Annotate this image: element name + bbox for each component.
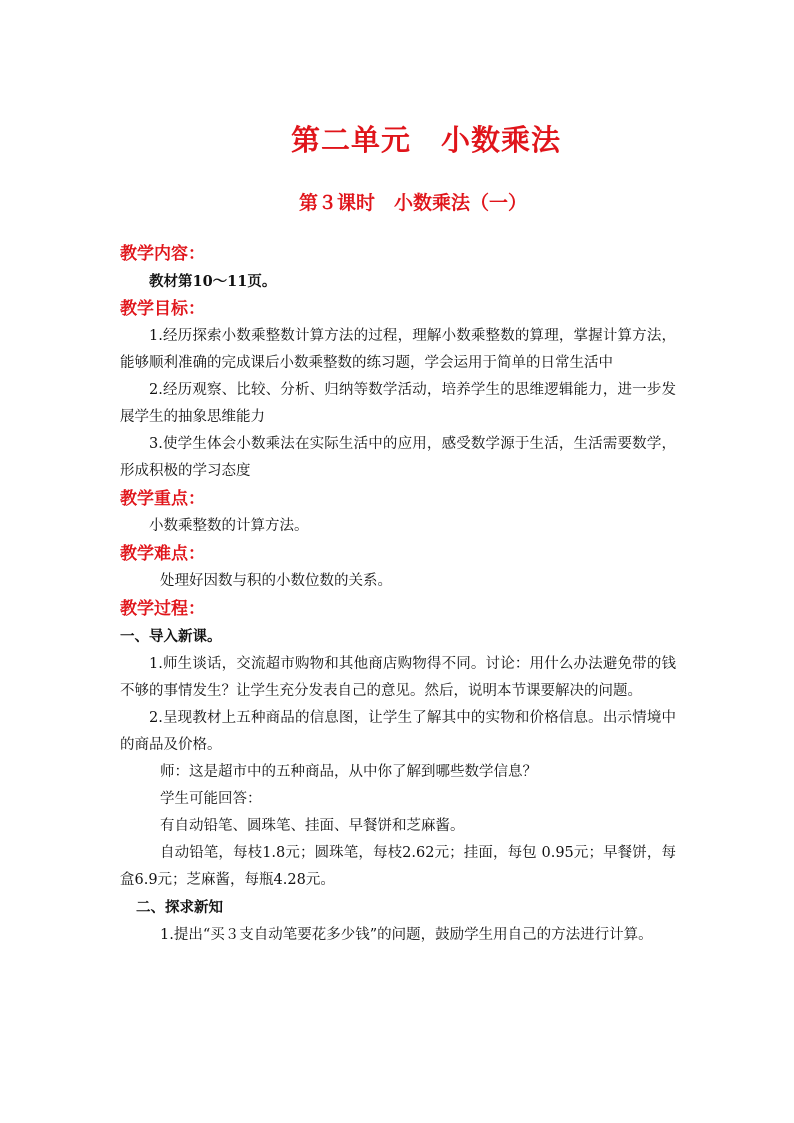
difficulty-text: 处理好因数与积的小数位数的关系。 (160, 573, 392, 589)
content-text: 教材第10～11页。 (149, 273, 277, 290)
document-body (120, 240, 676, 949)
difficulty-heading: 教学难点： (120, 544, 205, 564)
content-heading: 教学内容： (120, 244, 205, 264)
lesson-subtitle: 第３课时 小数乘法（一） (298, 192, 527, 214)
part2-heading: 二、探求新知 (136, 899, 223, 916)
part1-paragraph-6: 自动铅笔，每枝1.8元；圆珠笔，每枝2.62元；挂面，每包 0.95元；早餐饼，每盒6.9元；芝麻酱，每瓶4.28元。 (120, 845, 676, 888)
key-point-text: 小数乘整数的计算方法。 (149, 518, 309, 534)
goal-item-3: 3.使学生体会小数乘法在实际生活中的应用，感受数学源于生活，生活需要数学，形成积极的学习态度 (120, 436, 676, 479)
part1-paragraph-5: 有自动铅笔、圆珠笔、挂面、早餐饼和芝麻酱。 (160, 818, 465, 834)
goal-item-2: 2.经历观察、比较、分析、归纳等数学活动，培养学生的思维逻辑能力，进一步发展学生的抽象思维能力 (120, 382, 676, 425)
goal-item-1: 1.经历探索小数乘整数计算方法的过程，理解小数乘整数的算理，掌握计算方法，能够顺利准确的完成课后小数乘整数的练习题，学会运用于简单的日常生活中 (120, 328, 676, 371)
process-heading: 教学过程： (120, 599, 205, 619)
part1-paragraph-2: 2.呈现教材上五种商品的信息图，让学生了解其中的实物和价格信息。出示情境中的商品及价格。 (120, 710, 676, 753)
part1-paragraph-4: 学生可能回答： (160, 791, 262, 807)
goals-heading: 教学目标： (120, 299, 205, 319)
part1-paragraph-3: 师：这是超市中的五种商品，从中你了解到哪些数学信息？ (160, 764, 537, 780)
part2-paragraph-1: 1.提出“买３支自动笔要花多少钱”的问题，鼓励学生用自己的方法进行计算。 (160, 927, 653, 943)
document-title: 第二单元 小数乘法 (290, 123, 561, 157)
key-point-heading: 教学重点： (120, 489, 205, 509)
part1-paragraph-1: 1.师生谈话，交流超市购物和其他商店购物得不同。讨论：用什么办法避免带的钱不够的事情发生？让学生充分发表自己的意见。然后，说明本节课要解决的问题。 (120, 656, 676, 699)
part1-heading: 一、导入新课。 (120, 628, 222, 645)
